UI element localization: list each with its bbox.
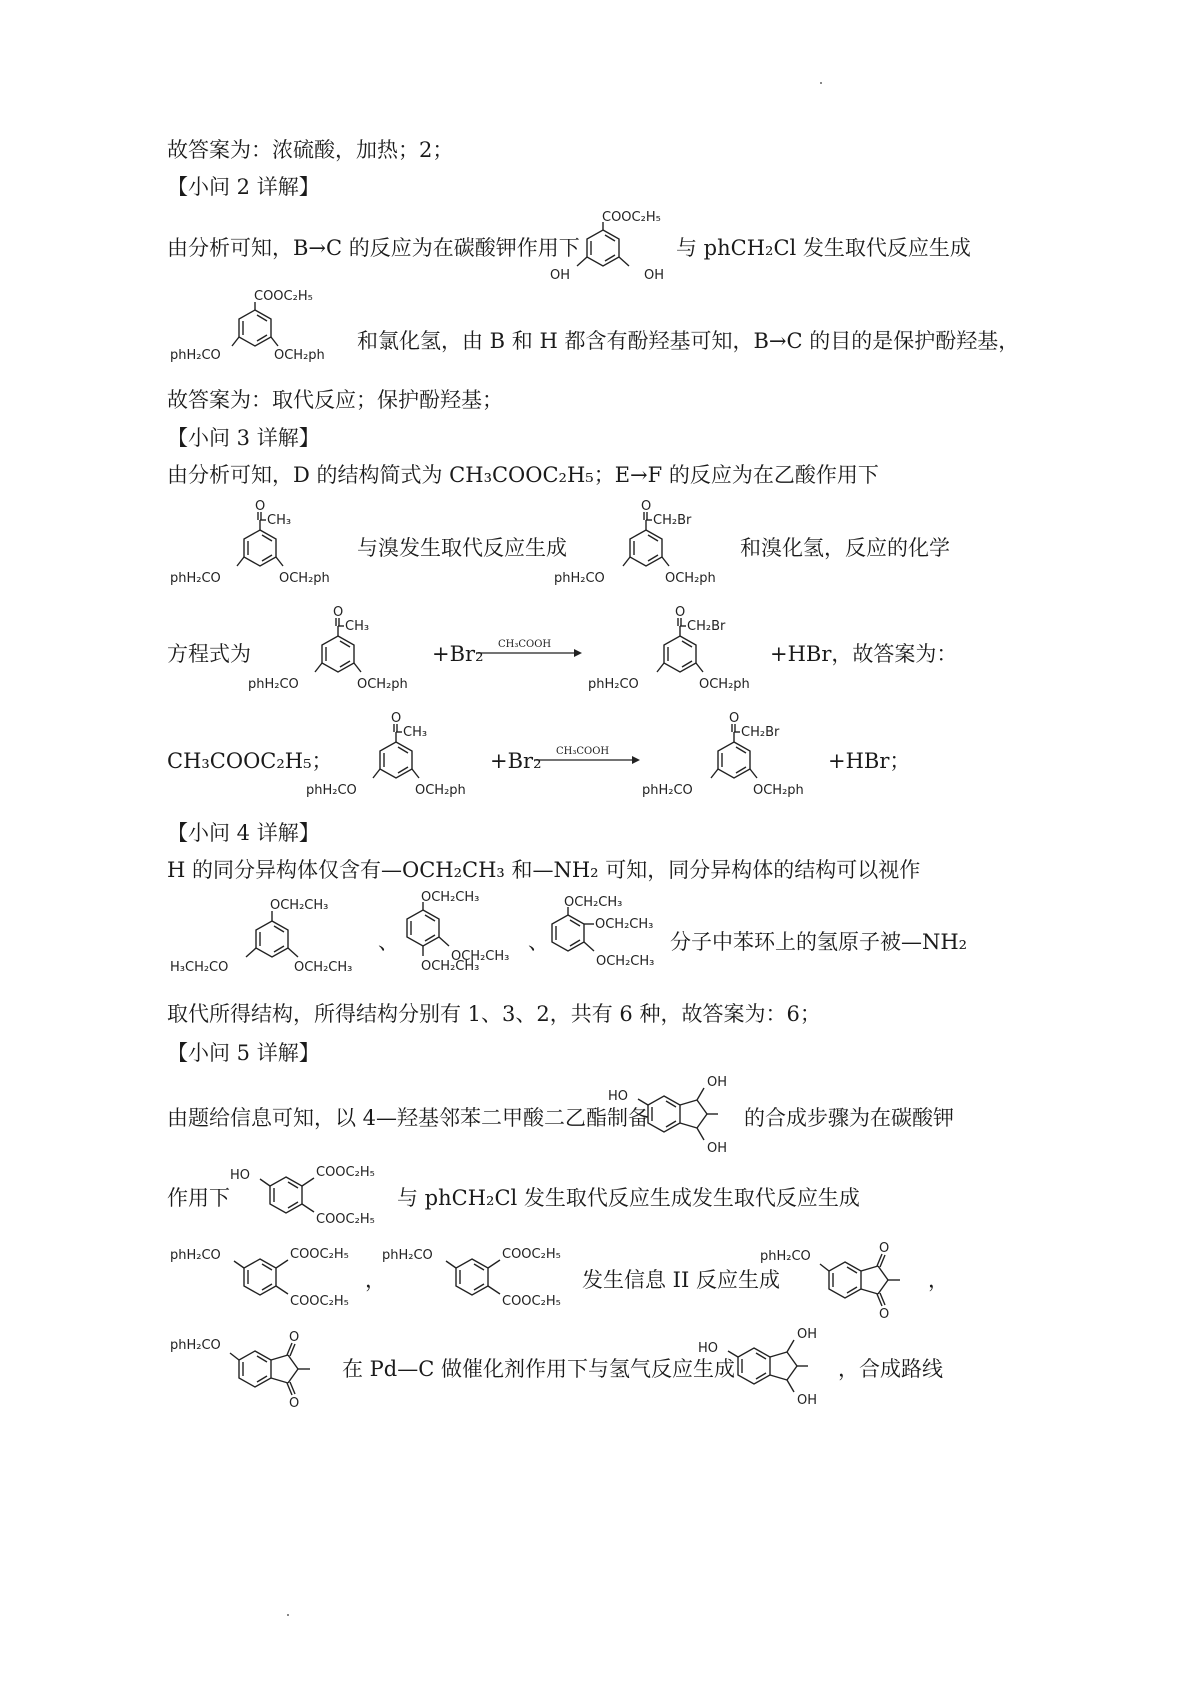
q2-text-c: 和氯化氢，由 B 和 H 都含有酚羟基可知，B→C 的目的是保护酚羟基， (357, 329, 1020, 353)
molecule-target-indanediol (604, 1070, 754, 1160)
q2-text-a: 由分析可知，B→C 的反应为在碳酸钾作用下 (167, 236, 580, 260)
cooet-label: COOC₂H₅ (316, 1165, 375, 1180)
benzyloxy-label: OCH₂ph (753, 783, 804, 798)
plus-br2-b: +Br₂ (490, 749, 542, 773)
oxygen-label: O (675, 605, 686, 620)
corner-mark (820, 82, 822, 84)
oxygen-label: O (289, 1330, 300, 1345)
cooet-label: COOC₂H₅ (290, 1294, 349, 1309)
benzyloxy-label: phH₂CO (642, 783, 693, 798)
benzyloxy-label: phH₂CO (170, 571, 221, 586)
molecule-bromoacetophenone (554, 498, 739, 590)
oxygen-label: O (879, 1241, 890, 1256)
benzyloxy-label: phH₂CO (170, 1248, 221, 1263)
benzyloxy-label: phH₂CO (588, 677, 639, 692)
molecule-acetophenone (306, 710, 481, 802)
methyl-label: CH₃ (403, 725, 428, 740)
cooet-label: COOC₂H₅ (602, 210, 661, 225)
plus-br2: +Br₂ (432, 642, 484, 666)
arrow-condition: CH₃COOH (498, 639, 552, 650)
heading-q5: 【小问 5 详解】 (167, 1041, 320, 1065)
ethoxy-label: OCH₂CH₃ (270, 898, 329, 913)
molecule-1-3-5-triethoxy (170, 895, 380, 983)
molecule-bromoacetophenone (642, 710, 827, 802)
benzyloxy-label: OCH₂ph (279, 571, 330, 586)
arrow-condition: CH₃COOH (556, 746, 610, 757)
molecule-1-2-4-triethoxy (395, 890, 535, 982)
q5-text-e: 发生信息 II 反应生成 (582, 1268, 780, 1292)
q4-text-c: 取代所得结构，所得结构分别有 1、3、2，共有 6 种，故答案为：6； (167, 1002, 821, 1026)
molecule-dibenzyl-ester (170, 288, 340, 368)
molecule-acetophenone (170, 498, 345, 590)
cooet-label: COOC₂H₅ (316, 1212, 375, 1227)
benzyloxy-label: phH₂CO (170, 348, 221, 363)
oxygen-label: O (729, 711, 740, 726)
q5-text-f: 在 Pd—C 做催化剂作用下与氢气反应生成 (342, 1357, 735, 1381)
benzyloxy-label: phH₂CO (306, 783, 357, 798)
hydroxyl-label: HO (698, 1341, 719, 1356)
oxygen-label: O (255, 499, 266, 514)
molecule-dihydroxy-ester (548, 208, 688, 288)
bromomethyl-label: CH₂Br (741, 725, 780, 740)
q3-text-c: 和溴化氢，反应的化学 (740, 536, 950, 560)
ethoxy-label: OCH₂CH₃ (294, 960, 353, 975)
methyl-label: CH₃ (267, 513, 292, 528)
q5-text-d: 与 phCH₂Cl 发生取代反应生成发生取代反应生成 (397, 1186, 860, 1210)
ethoxy-label: OCH₂CH₃ (596, 954, 655, 969)
plus-hbr: +HBr，故答案为： (770, 642, 958, 666)
heading-q2: 【小问 2 详解】 (167, 175, 320, 199)
molecule-benzyloxy-phthalate (382, 1245, 582, 1315)
separator-1: 、 (378, 930, 399, 954)
hydroxyl-label: OH (707, 1075, 728, 1090)
q2-text-d: 故答案为：取代反应；保护酚羟基； (167, 388, 503, 412)
q5-text-b: 的合成步骤为在碳酸钾 (744, 1106, 954, 1130)
cooet-label: COOC₂H₅ (290, 1247, 349, 1262)
ethoxy-label: OCH₂CH₃ (595, 917, 654, 932)
q3-text-d: 方程式为 (167, 642, 251, 666)
heading-q4: 【小问 4 详解】 (167, 821, 320, 845)
benzyloxy-label: OCH₂ph (699, 677, 750, 692)
oxygen-label: O (289, 1396, 300, 1411)
oxygen-label: O (333, 605, 344, 620)
benzyloxy-label: phH₂CO (554, 571, 605, 586)
hydroxyl-label: OH (707, 1141, 728, 1156)
hydroxyl-label: OH (797, 1327, 818, 1342)
q5-text-c: 作用下 (167, 1186, 230, 1210)
bromomethyl-label: CH₂Br (687, 619, 726, 634)
ethoxy-label: H₃CH₂CO (170, 960, 229, 975)
molecule-1-2-3-triethoxy (540, 895, 675, 987)
oxygen-label: O (641, 499, 652, 514)
comma-2: ， (928, 1268, 949, 1292)
hydroxyl-label: HO (230, 1168, 251, 1183)
q3-text-a: 由分析可知，D 的结构简式为 CH₃COOC₂H₅；E→F 的反应为在乙酸作用下 (167, 463, 879, 487)
q5-text-a: 由题给信息可知，以 4—羟基邻苯二甲酸二乙酯制备 (167, 1106, 650, 1130)
oxygen-label: O (879, 1307, 890, 1322)
plus-hbr-b: +HBr； (828, 749, 911, 773)
comma-1: ， (365, 1268, 386, 1292)
molecule-acetophenone (248, 604, 423, 696)
benzyloxy-label: phH₂CO (760, 1249, 811, 1264)
q3-text-b: 与溴发生取代反应生成 (357, 536, 567, 560)
methyl-label: CH₃ (345, 619, 370, 634)
q5-text-g: ，合成路线 (838, 1357, 943, 1381)
molecule-indanedione (170, 1325, 345, 1415)
q3-answer: CH₃COOC₂H₅； (167, 749, 333, 773)
oh-label: OH (550, 268, 571, 283)
oh-label: OH (644, 268, 665, 283)
bromomethyl-label: CH₂Br (653, 513, 692, 528)
ethoxy-label: OCH₂CH₃ (564, 895, 623, 910)
q4-text-a: H 的同分异构体仅含有—OCH₂CH₃ 和—NH₂ 可知，同分异构体的结构可以视作 (167, 858, 921, 882)
ethoxy-label: OCH₂CH₃ (421, 890, 480, 905)
benzyloxy-label: OCH₂ph (665, 571, 716, 586)
benzyloxy-label: OCH₂ph (274, 348, 325, 363)
heading-q3: 【小问 3 详解】 (167, 426, 320, 450)
reaction-arrow (534, 745, 640, 767)
cooet-label: COOC₂H₅ (502, 1294, 561, 1309)
q4-text-b: 分子中苯环上的氢原子被—NH₂ (670, 930, 968, 954)
hydroxyl-label: OH (797, 1393, 818, 1408)
benzyloxy-label: OCH₂ph (357, 677, 408, 692)
molecule-indanedione (760, 1236, 935, 1326)
q2-text-b: 与 phCH₂Cl 发生取代反应生成 (676, 236, 971, 260)
answer-line-1: 故答案为：浓硫酸，加热；2； (167, 138, 454, 162)
molecule-hydroxyphthalate (226, 1163, 396, 1233)
footer-mark (287, 1614, 289, 1616)
benzyloxy-label: phH₂CO (248, 677, 299, 692)
cooet-label: COOC₂H₅ (502, 1247, 561, 1262)
hydroxyl-label: HO (608, 1089, 629, 1104)
cooet-label: COOC₂H₅ (254, 289, 313, 304)
oxygen-label: O (391, 711, 402, 726)
reaction-arrow (476, 638, 582, 660)
molecule-bromoacetophenone (588, 604, 773, 696)
ethoxy-label: OCH₂CH₃ (451, 949, 510, 964)
ethoxy-label: OCH₂CH₃ (421, 959, 480, 974)
benzyloxy-label: phH₂CO (170, 1338, 221, 1353)
benzyloxy-label: OCH₂ph (415, 783, 466, 798)
benzyloxy-label: phH₂CO (382, 1248, 433, 1263)
separator-2: 、 (528, 930, 549, 954)
molecule-target-indanediol (698, 1322, 843, 1412)
molecule-benzyloxy-phthalate (170, 1245, 370, 1315)
